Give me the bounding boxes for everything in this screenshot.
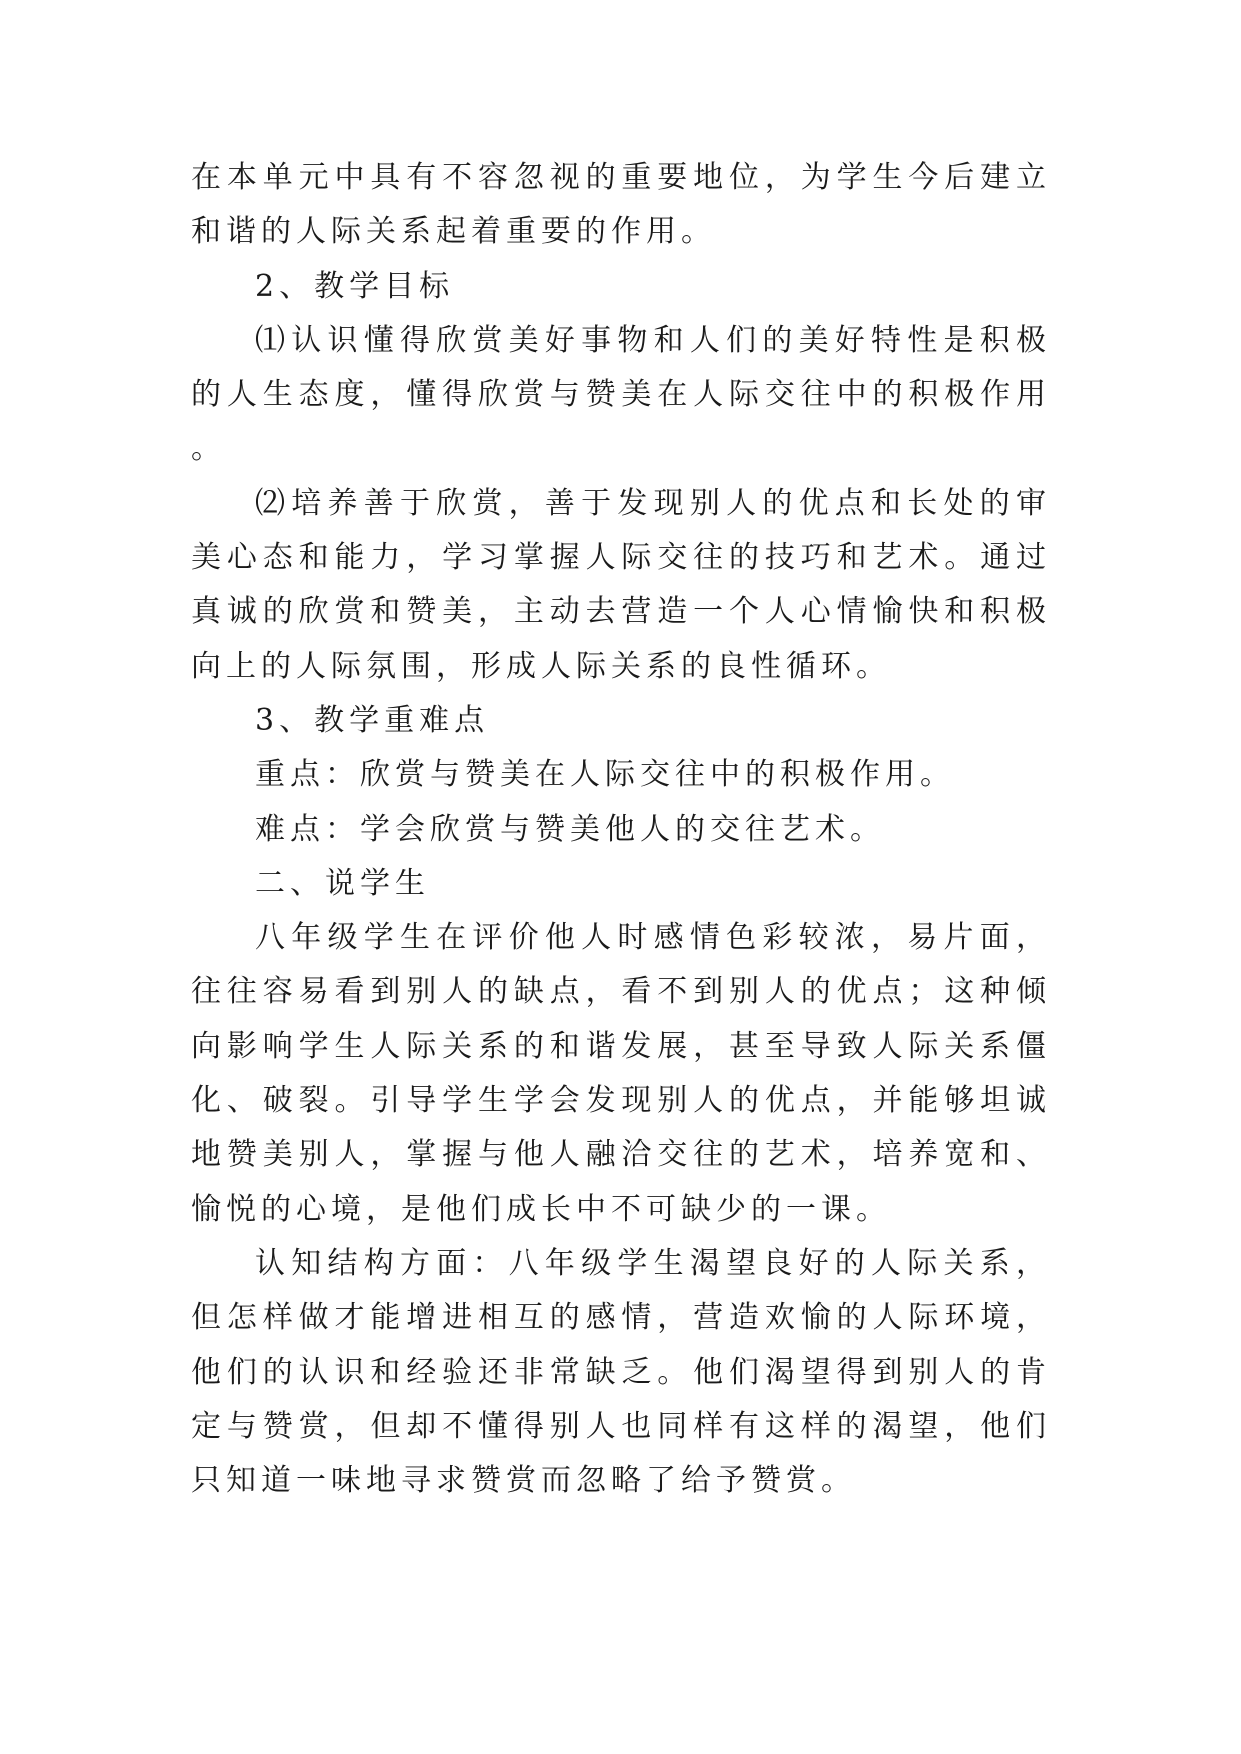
paragraph-continued: 在本单元中具有不容忽视的重要地位，为学生今后建立和谐的人际关系起着重要的作用。 bbox=[191, 160, 1051, 250]
goal-item-1: ⑴认识懂得欣赏美好事物和人们的美好特性是积极的人生态度，懂得欣赏与赞美在人际交往中的积极作用。 bbox=[191, 322, 1051, 467]
section-heading-students: 二、说学生 bbox=[255, 865, 430, 901]
key-point: 重点：欣赏与赞美在人际交往中的积极作用。 bbox=[255, 757, 955, 793]
document-body bbox=[191, 151, 1051, 1508]
students-paragraph: 八年级学生在评价他人时感情色彩较浓，易片面，往往容易看到别人的缺点，看不到别人的优点；这种倾向影响学生人际关系的和谐发展，甚至导致人际关系僵化、破裂。引导学生学会发现别人的优点，并能够坦诚地赞美别人，掌握与他人融洽交往的艺术，培养宽和、愉悦的心境，是他们成长中不可缺少的一课。 bbox=[191, 920, 1051, 1227]
section-heading-teaching-goals: 2、教学目标 bbox=[255, 268, 455, 304]
section-heading-key-points: 3、教学重难点 bbox=[255, 702, 490, 738]
goal-item-2: ⑵培养善于欣赏，善于发现别人的优点和长处的审美心态和能力，学习掌握人际交往的技巧和艺术。通过真诚的欣赏和赞美，主动去营造一个人心情愉快和积极向上的人际氛围，形成人际关系的良性循环。 bbox=[191, 485, 1051, 684]
cognitive-structure-paragraph: 认知结构方面：八年级学生渴望良好的人际关系，但怎样做才能增进相互的感情，营造欢愉的人际环境，他们的认识和经验还非常缺乏。他们渴望得到别人的肯定与赞赏，但却不懂得别人也同样有这样的渴望，他们只知道一味地寻求赞赏而忽略了给予赞赏。 bbox=[191, 1245, 1051, 1499]
difficult-point: 难点：学会欣赏与赞美他人的交往艺术。 bbox=[255, 811, 885, 847]
